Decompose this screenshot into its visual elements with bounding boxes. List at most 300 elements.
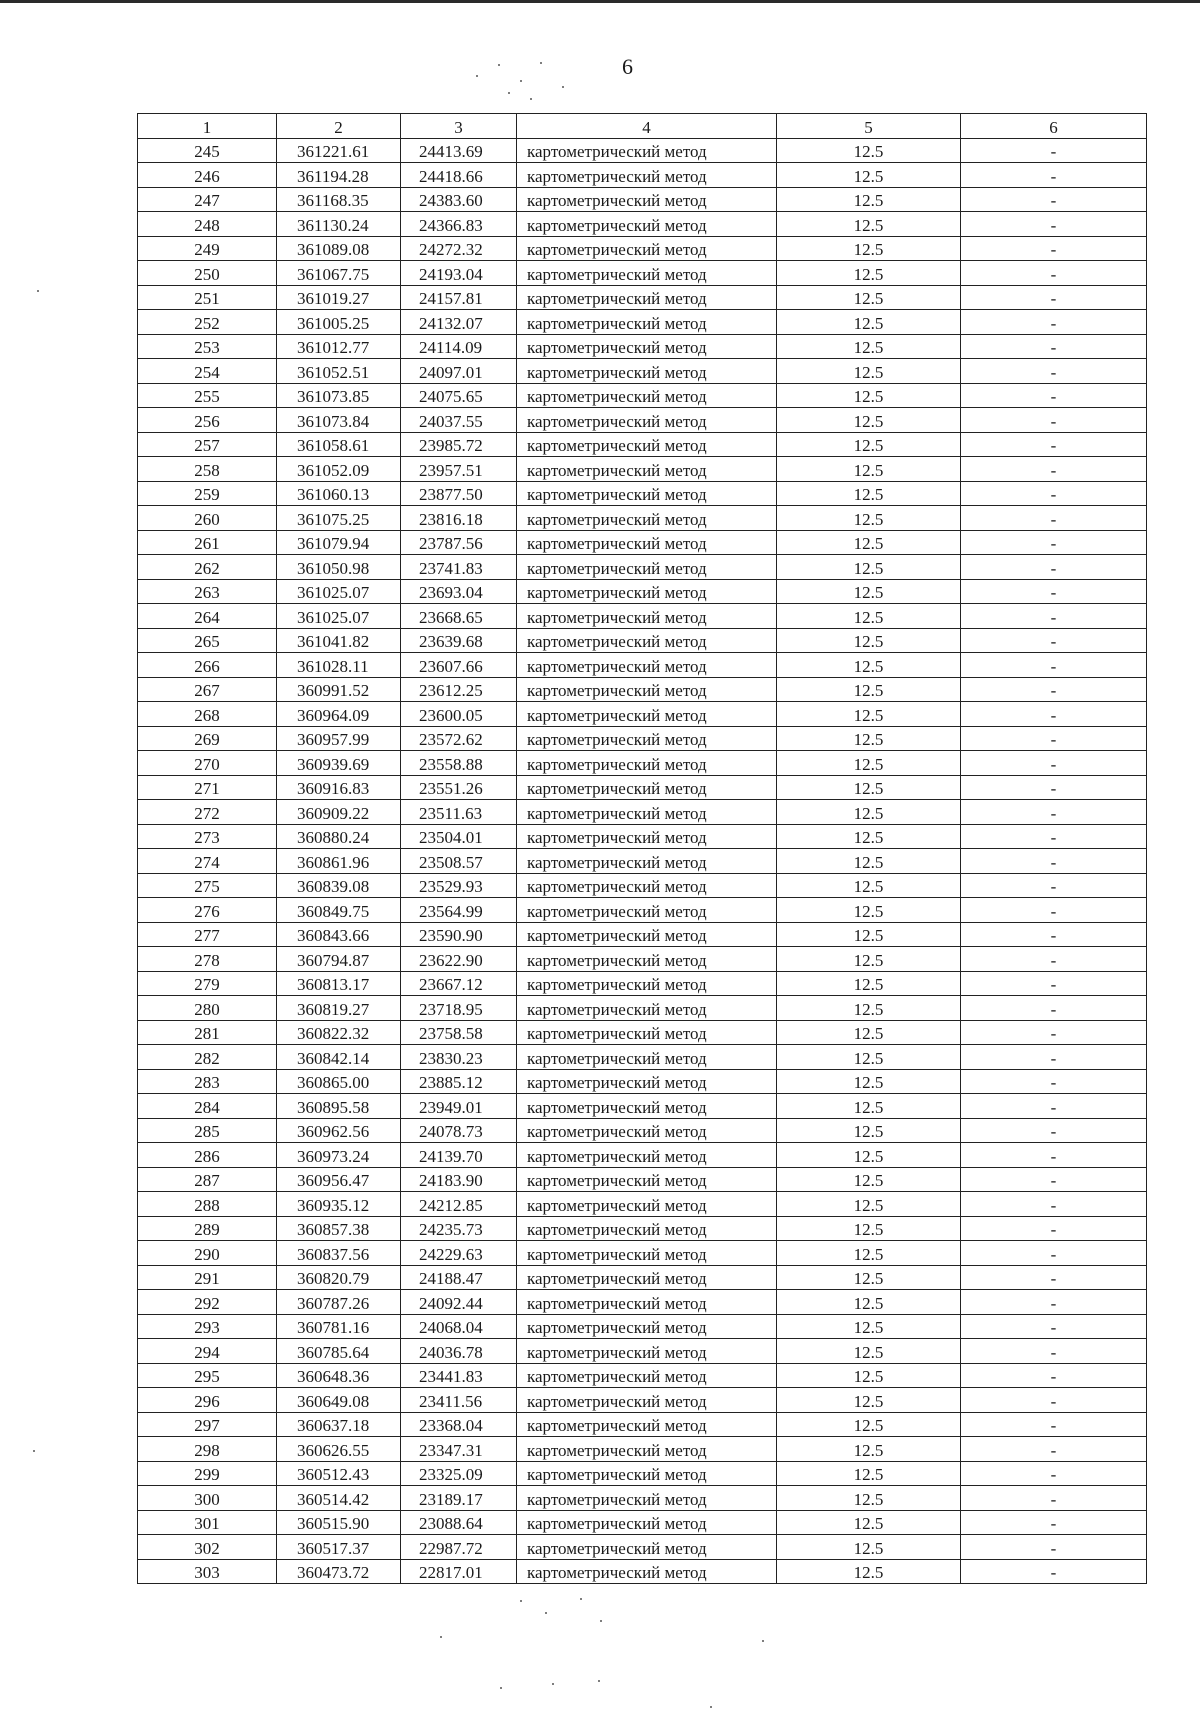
- accuracy-cell: 12.5: [777, 236, 961, 261]
- accuracy-cell: 12.5: [777, 383, 961, 408]
- accuracy-cell: 12.5: [777, 1143, 961, 1168]
- table-row: [138, 187, 1147, 212]
- y-coordinate-cell: 23816.18: [401, 506, 517, 531]
- point-number-cell: 287: [138, 1167, 277, 1192]
- y-coordinate-cell: 24068.04: [401, 1314, 517, 1339]
- accuracy-cell: 12.5: [777, 408, 961, 433]
- table-row: [138, 530, 1147, 555]
- note-cell: -: [961, 1290, 1147, 1315]
- point-number-cell: 290: [138, 1241, 277, 1266]
- y-coordinate-cell: 24139.70: [401, 1143, 517, 1168]
- note-cell: -: [961, 604, 1147, 629]
- method-cell: картометрический метод: [517, 1265, 777, 1290]
- method-cell: картометрический метод: [517, 1216, 777, 1241]
- note-cell: -: [961, 555, 1147, 580]
- x-coordinate-cell: 360649.08: [277, 1388, 401, 1413]
- y-coordinate-cell: 24418.66: [401, 163, 517, 188]
- table-row: [138, 604, 1147, 629]
- method-cell: картометрический метод: [517, 334, 777, 359]
- y-coordinate-cell: 24229.63: [401, 1241, 517, 1266]
- y-coordinate-cell: 24097.01: [401, 359, 517, 384]
- note-cell: -: [961, 1143, 1147, 1168]
- note-cell: -: [961, 1388, 1147, 1413]
- accuracy-cell: 12.5: [777, 702, 961, 727]
- accuracy-cell: 12.5: [777, 261, 961, 286]
- x-coordinate-cell: 360785.64: [277, 1339, 401, 1364]
- table-row: [138, 1118, 1147, 1143]
- table-row: [138, 677, 1147, 702]
- note-cell: -: [961, 457, 1147, 482]
- method-cell: картометрический метод: [517, 1069, 777, 1094]
- method-cell: картометрический метод: [517, 163, 777, 188]
- accuracy-cell: 12.5: [777, 751, 961, 776]
- point-number-cell: 278: [138, 947, 277, 972]
- accuracy-cell: 12.5: [777, 898, 961, 923]
- note-cell: -: [961, 1192, 1147, 1217]
- accuracy-cell: 12.5: [777, 1216, 961, 1241]
- y-coordinate-cell: 23347.31: [401, 1437, 517, 1462]
- method-cell: картометрический метод: [517, 506, 777, 531]
- note-cell: -: [961, 138, 1147, 163]
- table-row: [138, 775, 1147, 800]
- y-coordinate-cell: 23622.90: [401, 947, 517, 972]
- x-coordinate-cell: 360956.47: [277, 1167, 401, 1192]
- table-row: [138, 1045, 1147, 1070]
- accuracy-cell: 12.5: [777, 1437, 961, 1462]
- note-cell: -: [961, 726, 1147, 751]
- method-cell: картометрический метод: [517, 1192, 777, 1217]
- method-cell: картометрический метод: [517, 800, 777, 825]
- accuracy-cell: 12.5: [777, 163, 961, 188]
- point-number-cell: 261: [138, 530, 277, 555]
- accuracy-cell: 12.5: [777, 849, 961, 874]
- x-coordinate-cell: 360648.36: [277, 1363, 401, 1388]
- x-coordinate-cell: 360822.32: [277, 1020, 401, 1045]
- x-coordinate-cell: 360880.24: [277, 824, 401, 849]
- point-number-cell: 303: [138, 1559, 277, 1584]
- y-coordinate-cell: 24092.44: [401, 1290, 517, 1315]
- x-coordinate-cell: 360517.37: [277, 1535, 401, 1560]
- method-cell: картометрический метод: [517, 1241, 777, 1266]
- note-cell: -: [961, 1535, 1147, 1560]
- point-number-cell: 264: [138, 604, 277, 629]
- table-row: [138, 1535, 1147, 1560]
- method-cell: картометрический метод: [517, 1094, 777, 1119]
- y-coordinate-cell: 23411.56: [401, 1388, 517, 1413]
- accuracy-cell: 12.5: [777, 604, 961, 629]
- method-cell: картометрический метод: [517, 1118, 777, 1143]
- point-number-cell: 293: [138, 1314, 277, 1339]
- note-cell: -: [961, 947, 1147, 972]
- x-coordinate-cell: 361089.08: [277, 236, 401, 261]
- accuracy-cell: 12.5: [777, 1388, 961, 1413]
- point-number-cell: 253: [138, 334, 277, 359]
- x-coordinate-cell: 360514.42: [277, 1486, 401, 1511]
- x-coordinate-cell: 360895.58: [277, 1094, 401, 1119]
- note-cell: -: [961, 677, 1147, 702]
- point-number-cell: 245: [138, 138, 277, 163]
- note-cell: -: [961, 1510, 1147, 1535]
- table-row: [138, 1461, 1147, 1486]
- accuracy-cell: 12.5: [777, 922, 961, 947]
- point-number-cell: 265: [138, 628, 277, 653]
- table-row: [138, 1412, 1147, 1437]
- x-coordinate-cell: 360837.56: [277, 1241, 401, 1266]
- table-row: [138, 1437, 1147, 1462]
- x-coordinate-cell: 360819.27: [277, 996, 401, 1021]
- y-coordinate-cell: 23957.51: [401, 457, 517, 482]
- x-coordinate-cell: 360473.72: [277, 1559, 401, 1584]
- method-cell: картометрический метод: [517, 285, 777, 310]
- accuracy-cell: 12.5: [777, 775, 961, 800]
- note-cell: -: [961, 334, 1147, 359]
- note-cell: -: [961, 285, 1147, 310]
- method-cell: картометрический метод: [517, 187, 777, 212]
- table-row: [138, 334, 1147, 359]
- accuracy-cell: 12.5: [777, 481, 961, 506]
- y-coordinate-cell: 24157.81: [401, 285, 517, 310]
- note-cell: -: [961, 702, 1147, 727]
- table-row: [138, 824, 1147, 849]
- point-number-cell: 260: [138, 506, 277, 531]
- x-coordinate-cell: 360849.75: [277, 898, 401, 923]
- method-cell: картометрический метод: [517, 653, 777, 678]
- table-row: [138, 726, 1147, 751]
- method-cell: картометрический метод: [517, 310, 777, 335]
- point-number-cell: 298: [138, 1437, 277, 1462]
- x-coordinate-cell: 361221.61: [277, 138, 401, 163]
- y-coordinate-cell: 23718.95: [401, 996, 517, 1021]
- y-coordinate-cell: 23441.83: [401, 1363, 517, 1388]
- y-coordinate-cell: 23600.05: [401, 702, 517, 727]
- table-row: [138, 579, 1147, 604]
- x-coordinate-cell: 361012.77: [277, 334, 401, 359]
- y-coordinate-cell: 24036.78: [401, 1339, 517, 1364]
- method-cell: картометрический метод: [517, 922, 777, 947]
- accuracy-cell: 12.5: [777, 1094, 961, 1119]
- note-cell: -: [961, 1020, 1147, 1045]
- table-row: [138, 163, 1147, 188]
- accuracy-cell: 12.5: [777, 1510, 961, 1535]
- accuracy-cell: 12.5: [777, 359, 961, 384]
- table-row: [138, 873, 1147, 898]
- y-coordinate-cell: 23612.25: [401, 677, 517, 702]
- y-coordinate-cell: 24383.60: [401, 187, 517, 212]
- accuracy-cell: 12.5: [777, 1535, 961, 1560]
- note-cell: -: [961, 653, 1147, 678]
- note-cell: -: [961, 628, 1147, 653]
- method-cell: картометрический метод: [517, 1437, 777, 1462]
- point-number-cell: 246: [138, 163, 277, 188]
- point-number-cell: 295: [138, 1363, 277, 1388]
- note-cell: -: [961, 824, 1147, 849]
- method-cell: картометрический метод: [517, 1535, 777, 1560]
- x-coordinate-cell: 361168.35: [277, 187, 401, 212]
- point-number-cell: 247: [138, 187, 277, 212]
- note-cell: -: [961, 432, 1147, 457]
- accuracy-cell: 12.5: [777, 996, 961, 1021]
- method-cell: картометрический метод: [517, 383, 777, 408]
- method-cell: картометрический метод: [517, 775, 777, 800]
- method-cell: картометрический метод: [517, 555, 777, 580]
- note-cell: -: [961, 212, 1147, 237]
- table-row: [138, 849, 1147, 874]
- x-coordinate-cell: 361019.27: [277, 285, 401, 310]
- coordinates-table: [137, 113, 1147, 1584]
- method-cell: картометрический метод: [517, 824, 777, 849]
- y-coordinate-cell: 23985.72: [401, 432, 517, 457]
- method-cell: картометрический метод: [517, 1510, 777, 1535]
- column-header-5: 5: [777, 114, 961, 139]
- y-coordinate-cell: 23607.66: [401, 653, 517, 678]
- y-coordinate-cell: 23088.64: [401, 1510, 517, 1535]
- y-coordinate-cell: 24183.90: [401, 1167, 517, 1192]
- y-coordinate-cell: 23551.26: [401, 775, 517, 800]
- point-number-cell: 255: [138, 383, 277, 408]
- point-number-cell: 289: [138, 1216, 277, 1241]
- x-coordinate-cell: 360935.12: [277, 1192, 401, 1217]
- point-number-cell: 268: [138, 702, 277, 727]
- point-number-cell: 262: [138, 555, 277, 580]
- table-header-row: [138, 114, 1147, 139]
- accuracy-cell: 12.5: [777, 1118, 961, 1143]
- table-row: [138, 898, 1147, 923]
- x-coordinate-cell: 360781.16: [277, 1314, 401, 1339]
- y-coordinate-cell: 23667.12: [401, 971, 517, 996]
- x-coordinate-cell: 360515.90: [277, 1510, 401, 1535]
- method-cell: картометрический метод: [517, 1412, 777, 1437]
- accuracy-cell: 12.5: [777, 1559, 961, 1584]
- method-cell: картометрический метод: [517, 1461, 777, 1486]
- y-coordinate-cell: 24212.85: [401, 1192, 517, 1217]
- point-number-cell: 259: [138, 481, 277, 506]
- point-number-cell: 277: [138, 922, 277, 947]
- accuracy-cell: 12.5: [777, 579, 961, 604]
- note-cell: -: [961, 1363, 1147, 1388]
- x-coordinate-cell: 360939.69: [277, 751, 401, 776]
- table-row: [138, 971, 1147, 996]
- y-coordinate-cell: 23693.04: [401, 579, 517, 604]
- method-cell: картометрический метод: [517, 849, 777, 874]
- accuracy-cell: 12.5: [777, 1290, 961, 1315]
- accuracy-cell: 12.5: [777, 1363, 961, 1388]
- y-coordinate-cell: 23885.12: [401, 1069, 517, 1094]
- method-cell: картометрический метод: [517, 726, 777, 751]
- table-body: [138, 138, 1147, 1584]
- point-number-cell: 285: [138, 1118, 277, 1143]
- method-cell: картометрический метод: [517, 1020, 777, 1045]
- table-row: [138, 1290, 1147, 1315]
- table-row: [138, 457, 1147, 482]
- scan-top-edge: [0, 0, 1200, 3]
- y-coordinate-cell: 24188.47: [401, 1265, 517, 1290]
- table-row: [138, 922, 1147, 947]
- y-coordinate-cell: 22987.72: [401, 1535, 517, 1560]
- accuracy-cell: 12.5: [777, 1339, 961, 1364]
- table-row: [138, 1388, 1147, 1413]
- note-cell: -: [961, 1241, 1147, 1266]
- point-number-cell: 270: [138, 751, 277, 776]
- accuracy-cell: 12.5: [777, 285, 961, 310]
- point-number-cell: 288: [138, 1192, 277, 1217]
- accuracy-cell: 12.5: [777, 1412, 961, 1437]
- point-number-cell: 297: [138, 1412, 277, 1437]
- column-header-2: 2: [277, 114, 401, 139]
- point-number-cell: 291: [138, 1265, 277, 1290]
- accuracy-cell: 12.5: [777, 824, 961, 849]
- accuracy-cell: 12.5: [777, 212, 961, 237]
- note-cell: -: [961, 971, 1147, 996]
- note-cell: -: [961, 383, 1147, 408]
- x-coordinate-cell: 360857.38: [277, 1216, 401, 1241]
- note-cell: -: [961, 579, 1147, 604]
- note-cell: -: [961, 1118, 1147, 1143]
- y-coordinate-cell: 23368.04: [401, 1412, 517, 1437]
- method-cell: картометрический метод: [517, 677, 777, 702]
- y-coordinate-cell: 23504.01: [401, 824, 517, 849]
- method-cell: картометрический метод: [517, 1314, 777, 1339]
- accuracy-cell: 12.5: [777, 310, 961, 335]
- y-coordinate-cell: 23590.90: [401, 922, 517, 947]
- x-coordinate-cell: 360794.87: [277, 947, 401, 972]
- accuracy-cell: 12.5: [777, 1461, 961, 1486]
- x-coordinate-cell: 360626.55: [277, 1437, 401, 1462]
- note-cell: -: [961, 187, 1147, 212]
- point-number-cell: 299: [138, 1461, 277, 1486]
- x-coordinate-cell: 360916.83: [277, 775, 401, 800]
- point-number-cell: 256: [138, 408, 277, 433]
- point-number-cell: 271: [138, 775, 277, 800]
- accuracy-cell: 12.5: [777, 457, 961, 482]
- accuracy-cell: 12.5: [777, 187, 961, 212]
- column-header-3: 3: [401, 114, 517, 139]
- y-coordinate-cell: 23787.56: [401, 530, 517, 555]
- note-cell: -: [961, 849, 1147, 874]
- x-coordinate-cell: 360973.24: [277, 1143, 401, 1168]
- x-coordinate-cell: 360957.99: [277, 726, 401, 751]
- point-number-cell: 250: [138, 261, 277, 286]
- method-cell: картометрический метод: [517, 579, 777, 604]
- accuracy-cell: 12.5: [777, 1045, 961, 1070]
- x-coordinate-cell: 361058.61: [277, 432, 401, 457]
- x-coordinate-cell: 361050.98: [277, 555, 401, 580]
- note-cell: -: [961, 530, 1147, 555]
- table-row: [138, 481, 1147, 506]
- note-cell: -: [961, 1339, 1147, 1364]
- point-number-cell: 282: [138, 1045, 277, 1070]
- table-row: [138, 359, 1147, 384]
- point-number-cell: 272: [138, 800, 277, 825]
- method-cell: картометрический метод: [517, 751, 777, 776]
- accuracy-cell: 12.5: [777, 873, 961, 898]
- table-row: [138, 1143, 1147, 1168]
- y-coordinate-cell: 23572.62: [401, 726, 517, 751]
- accuracy-cell: 12.5: [777, 628, 961, 653]
- x-coordinate-cell: 360962.56: [277, 1118, 401, 1143]
- method-cell: картометрический метод: [517, 236, 777, 261]
- y-coordinate-cell: 23325.09: [401, 1461, 517, 1486]
- x-coordinate-cell: 361194.28: [277, 163, 401, 188]
- y-coordinate-cell: 24413.69: [401, 138, 517, 163]
- point-number-cell: 263: [138, 579, 277, 604]
- accuracy-cell: 12.5: [777, 1167, 961, 1192]
- point-number-cell: 301: [138, 1510, 277, 1535]
- point-number-cell: 302: [138, 1535, 277, 1560]
- note-cell: -: [961, 775, 1147, 800]
- point-number-cell: 300: [138, 1486, 277, 1511]
- x-coordinate-cell: 361130.24: [277, 212, 401, 237]
- y-coordinate-cell: 23508.57: [401, 849, 517, 874]
- point-number-cell: 254: [138, 359, 277, 384]
- x-coordinate-cell: 360820.79: [277, 1265, 401, 1290]
- table-row: [138, 702, 1147, 727]
- table-row: [138, 996, 1147, 1021]
- table-row: [138, 138, 1147, 163]
- x-coordinate-cell: 360991.52: [277, 677, 401, 702]
- note-cell: -: [961, 1314, 1147, 1339]
- y-coordinate-cell: 24193.04: [401, 261, 517, 286]
- x-coordinate-cell: 360909.22: [277, 800, 401, 825]
- table-row: [138, 1363, 1147, 1388]
- note-cell: -: [961, 751, 1147, 776]
- method-cell: картометрический метод: [517, 1045, 777, 1070]
- accuracy-cell: 12.5: [777, 432, 961, 457]
- table-row: [138, 1559, 1147, 1584]
- accuracy-cell: 12.5: [777, 726, 961, 751]
- x-coordinate-cell: 360839.08: [277, 873, 401, 898]
- accuracy-cell: 12.5: [777, 138, 961, 163]
- table-row: [138, 555, 1147, 580]
- note-cell: -: [961, 922, 1147, 947]
- table-row: [138, 1339, 1147, 1364]
- y-coordinate-cell: 24114.09: [401, 334, 517, 359]
- y-coordinate-cell: 23529.93: [401, 873, 517, 898]
- method-cell: картометрический метод: [517, 1388, 777, 1413]
- method-cell: картометрический метод: [517, 481, 777, 506]
- note-cell: -: [961, 1412, 1147, 1437]
- table-row: [138, 236, 1147, 261]
- y-coordinate-cell: 23758.58: [401, 1020, 517, 1045]
- point-number-cell: 257: [138, 432, 277, 457]
- method-cell: картометрический метод: [517, 873, 777, 898]
- point-number-cell: 273: [138, 824, 277, 849]
- y-coordinate-cell: 24235.73: [401, 1216, 517, 1241]
- accuracy-cell: 12.5: [777, 677, 961, 702]
- method-cell: картометрический метод: [517, 1363, 777, 1388]
- note-cell: -: [961, 1559, 1147, 1584]
- x-coordinate-cell: 360861.96: [277, 849, 401, 874]
- x-coordinate-cell: 360787.26: [277, 1290, 401, 1315]
- point-number-cell: 266: [138, 653, 277, 678]
- point-number-cell: 275: [138, 873, 277, 898]
- note-cell: -: [961, 359, 1147, 384]
- point-number-cell: 248: [138, 212, 277, 237]
- x-coordinate-cell: 361073.85: [277, 383, 401, 408]
- accuracy-cell: 12.5: [777, 1020, 961, 1045]
- point-number-cell: 283: [138, 1069, 277, 1094]
- point-number-cell: 286: [138, 1143, 277, 1168]
- accuracy-cell: 12.5: [777, 947, 961, 972]
- table-row: [138, 800, 1147, 825]
- note-cell: -: [961, 800, 1147, 825]
- table-row: [138, 506, 1147, 531]
- y-coordinate-cell: 22817.01: [401, 1559, 517, 1584]
- method-cell: картометрический метод: [517, 1290, 777, 1315]
- table-row: [138, 383, 1147, 408]
- point-number-cell: 284: [138, 1094, 277, 1119]
- accuracy-cell: 12.5: [777, 1192, 961, 1217]
- table-row: [138, 628, 1147, 653]
